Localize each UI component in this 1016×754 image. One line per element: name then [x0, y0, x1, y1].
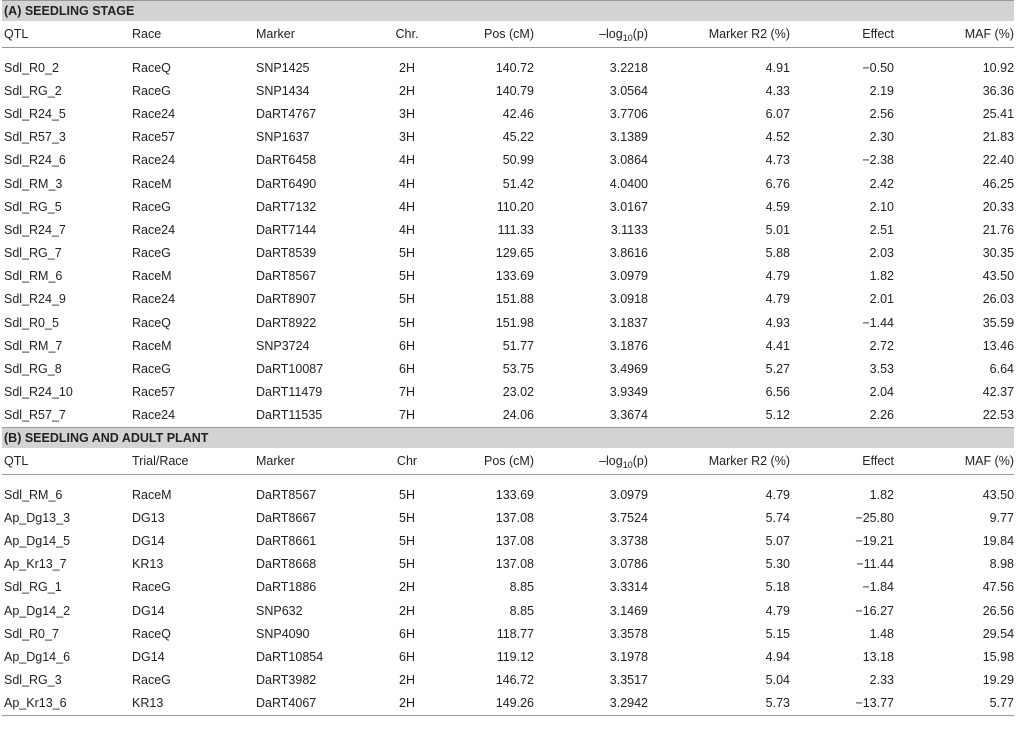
cell-pos: 149.26	[438, 692, 534, 716]
cell-marker-r2: 4.73	[765, 153, 790, 168]
cell-log-p: 3.1389	[609, 130, 648, 145]
col-header-chr: Chr	[376, 448, 438, 475]
cell-maf: 29.54	[982, 626, 1015, 641]
cell-qtl: Ap_Kr13_7	[4, 557, 67, 572]
cell-log-p: 3.1469	[609, 603, 648, 618]
cell-pos: 137.08	[495, 533, 534, 548]
cell-marker: DaRT8668	[256, 557, 317, 572]
cell-marker-r2: 4.79	[765, 487, 790, 502]
cell-log-p: 3.0918	[609, 292, 648, 307]
table-row	[2, 529, 1014, 552]
cell-chr: 2H	[399, 60, 415, 75]
table-row	[2, 311, 1014, 334]
table-row	[2, 172, 1014, 195]
col-header-race: Race	[132, 21, 256, 48]
table-row	[2, 599, 1014, 622]
cell-effect: −13.77	[790, 692, 894, 716]
cell-marker: DaRT8539	[256, 246, 317, 261]
cell-log-p: 3.3517	[609, 673, 648, 688]
cell-qtl: Sdl_RM_3	[4, 176, 63, 191]
cell-pos: 24.06	[438, 404, 534, 428]
cell-chr: 2H	[399, 580, 415, 595]
cell-maf: 21.83	[982, 130, 1015, 145]
cell-log-p: 3.1133	[610, 222, 648, 237]
cell-marker-r2: 5.27	[765, 362, 790, 377]
cell-chr: 4H	[399, 153, 415, 168]
section-a-header-row	[2, 21, 1014, 48]
cell-marker: SNP1434	[256, 83, 310, 98]
cell-marker: DaRT4067	[256, 692, 376, 716]
cell-pos: 53.75	[502, 362, 534, 377]
cell-marker-r2: 5.88	[765, 246, 790, 261]
cell-log-p: 3.1837	[609, 315, 648, 330]
cell-chr: 3H	[399, 106, 415, 121]
cell-maf: 21.76	[982, 222, 1015, 237]
cell-maf: 15.98	[982, 649, 1015, 664]
cell-maf: 42.37	[982, 385, 1015, 400]
cell-pos: 140.72	[495, 60, 534, 75]
p-text: (p)	[632, 454, 648, 468]
table-row	[2, 149, 1014, 172]
table-row	[2, 195, 1014, 218]
col-header-pos: Pos (cM)	[438, 21, 534, 48]
cell-chr: 2H	[399, 603, 415, 618]
cell-qtl: Sdl_RG_7	[4, 246, 62, 261]
cell-log-p: 3.4969	[609, 362, 648, 377]
cell-qtl: Sdl_RG_2	[4, 83, 62, 98]
cell-log-p: 3.0979	[609, 269, 648, 284]
cell-chr: 5H	[399, 533, 415, 548]
cell-effect: 2.10	[869, 199, 894, 214]
cell-effect: 2.33	[869, 673, 894, 688]
cell-marker: DaRT8661	[256, 533, 317, 548]
cell-chr: 5H	[399, 269, 415, 284]
cell-log-p: 3.3738	[609, 533, 648, 548]
cell-log-p: 3.3578	[609, 626, 648, 641]
cell-marker: DaRT8922	[256, 315, 317, 330]
cell-marker-r2: 5.18	[765, 580, 790, 595]
cell-effect: 2.42	[869, 176, 894, 191]
cell-marker: DaRT4767	[256, 106, 317, 121]
cell-marker: DaRT8667	[256, 510, 317, 525]
cell-effect: 13.18	[862, 649, 894, 664]
cell-marker-r2: 5.30	[765, 557, 790, 572]
cell-race: RaceG	[132, 83, 171, 98]
cell-race: RaceG	[132, 673, 171, 688]
cell-maf: 47.56	[982, 580, 1015, 595]
cell-marker: DaRT6490	[256, 176, 317, 191]
table-row	[2, 102, 1014, 125]
cell-qtl: Sdl_RM_6	[4, 487, 63, 502]
table-row	[2, 56, 1014, 79]
cell-qtl: Sdl_R24_5	[4, 106, 66, 121]
cell-race: RaceM	[132, 269, 172, 284]
cell-maf: 20.33	[982, 199, 1015, 214]
section-a-spacer	[2, 48, 1014, 57]
cell-effect: −16.27	[855, 603, 894, 618]
cell-marker-r2: 6.56	[765, 385, 790, 400]
cell-marker: SNP3724	[256, 338, 310, 353]
cell-marker: DaRT7144	[256, 222, 317, 237]
cell-log-p: 3.0864	[609, 153, 648, 168]
cell-marker: DaRT11535	[256, 404, 376, 428]
cell-race: RaceM	[132, 176, 172, 191]
col-header-effect: Effect	[790, 448, 894, 475]
cell-marker: DaRT6458	[256, 153, 317, 168]
section-b-spacer	[2, 475, 1014, 484]
cell-qtl: Sdl_R57_3	[4, 130, 66, 145]
cell-pos: 23.02	[502, 385, 534, 400]
cell-effect: 2.30	[869, 130, 894, 145]
cell-log-p: 3.2942	[534, 692, 648, 716]
cell-marker-r2: 4.94	[765, 649, 790, 664]
cell-chr: 4H	[399, 176, 415, 191]
cell-chr: 5H	[399, 487, 415, 502]
cell-marker-r2: 5.73	[648, 692, 790, 716]
cell-marker: DaRT8567	[256, 487, 317, 502]
cell-pos: 133.69	[495, 269, 534, 284]
cell-pos: 119.12	[496, 649, 534, 664]
cell-log-p: 3.2218	[609, 60, 648, 75]
cell-maf: 13.46	[982, 338, 1015, 353]
table-row	[2, 553, 1014, 576]
table-row	[2, 381, 1014, 404]
cell-effect: 1.82	[869, 487, 894, 502]
cell-effect: 2.03	[869, 246, 894, 261]
cell-marker-r2: 5.07	[765, 533, 790, 548]
cell-marker: DaRT8567	[256, 269, 317, 284]
cell-pos: 50.99	[502, 153, 534, 168]
col-header-log-p	[534, 448, 648, 475]
log-subscript: 10	[622, 460, 633, 470]
cell-marker: DaRT8907	[256, 292, 317, 307]
qtl-table	[2, 0, 1014, 716]
cell-log-p: 3.0786	[609, 557, 648, 572]
cell-chr: 3H	[399, 130, 415, 145]
table-row	[2, 645, 1014, 668]
cell-race: RaceQ	[132, 315, 171, 330]
cell-chr: 5H	[399, 557, 415, 572]
cell-race: Race24	[132, 106, 176, 121]
cell-chr: 6H	[399, 338, 415, 353]
cell-race: RaceG	[132, 580, 171, 595]
cell-effect: 2.26	[790, 404, 894, 428]
cell-maf: 36.36	[982, 83, 1015, 98]
cell-chr: 6H	[399, 626, 415, 641]
cell-pos: 129.65	[495, 246, 534, 261]
col-header-pos: Pos (cM)	[438, 448, 534, 475]
cell-qtl: Sdl_R24_9	[4, 292, 66, 307]
col-header-effect: Effect	[790, 21, 894, 48]
col-header-marker: Marker	[256, 21, 376, 48]
cell-pos: 151.98	[495, 315, 534, 330]
cell-effect: −2.38	[862, 153, 894, 168]
log-subscript: 10	[622, 33, 633, 43]
table-row	[2, 506, 1014, 529]
cell-marker: DaRT7132	[256, 199, 317, 214]
cell-effect: 1.82	[869, 269, 894, 284]
cell-effect: −1.44	[862, 315, 894, 330]
table-row	[2, 357, 1014, 380]
cell-effect: 2.72	[869, 338, 894, 353]
table-row	[2, 218, 1014, 241]
cell-pos: 51.42	[502, 176, 534, 191]
table-row	[2, 692, 1014, 716]
cell-race: RaceG	[132, 246, 171, 261]
cell-marker: SNP1637	[256, 130, 310, 145]
cell-qtl: Sdl_RG_1	[4, 580, 62, 595]
cell-maf: 26.56	[982, 603, 1015, 618]
cell-log-p: 3.0167	[609, 199, 648, 214]
cell-marker-r2: 5.74	[765, 510, 790, 525]
cell-race: RaceG	[132, 362, 171, 377]
cell-qtl: Ap_Dg14_5	[4, 533, 71, 548]
cell-maf: 10.92	[982, 60, 1015, 75]
cell-maf: 5.77	[894, 692, 1014, 716]
cell-pos: 118.77	[496, 626, 534, 641]
cell-marker-r2: 4.79	[765, 292, 790, 307]
cell-pos: 111.33	[497, 222, 534, 237]
cell-marker-r2: 5.04	[765, 673, 790, 688]
cell-maf: 22.40	[982, 153, 1015, 168]
cell-chr: 5H	[399, 510, 415, 525]
cell-log-p: 3.9349	[609, 385, 648, 400]
cell-qtl: Sdl_R0_2	[4, 60, 59, 75]
col-header-maf: MAF (%)	[894, 448, 1014, 475]
cell-qtl: Sdl_R57_7	[2, 404, 132, 428]
table-row	[2, 669, 1014, 692]
cell-marker-r2: 4.79	[765, 269, 790, 284]
cell-race: RaceM	[132, 487, 172, 502]
cell-marker-r2: 5.01	[765, 222, 790, 237]
cell-marker: SNP4090	[256, 626, 310, 641]
cell-qtl: Sdl_RG_8	[4, 362, 62, 377]
cell-qtl: Sdl_R24_10	[4, 385, 73, 400]
cell-maf: 25.41	[982, 106, 1015, 121]
cell-log-p: 3.7524	[609, 510, 648, 525]
cell-effect: 3.53	[869, 362, 894, 377]
col-header-marker-r2: Marker R2 (%)	[648, 21, 790, 48]
cell-race: DG14	[132, 649, 165, 664]
table-row	[2, 265, 1014, 288]
section-b-title-row	[2, 428, 1014, 449]
cell-log-p: 3.0979	[609, 487, 648, 502]
cell-effect: −1.84	[862, 580, 894, 595]
cell-marker: DaRT10087	[256, 362, 324, 377]
cell-marker-r2: 5.15	[765, 626, 790, 641]
cell-race: DG14	[132, 603, 165, 618]
cell-effect: 2.19	[869, 83, 894, 98]
cell-chr: 5H	[399, 292, 415, 307]
cell-pos: 42.46	[502, 106, 534, 121]
col-header-chr: Chr.	[376, 21, 438, 48]
cell-qtl: Ap_Dg14_6	[4, 649, 71, 664]
cell-chr: 7H	[399, 385, 415, 400]
cell-log-p: 3.8616	[609, 246, 648, 261]
cell-marker-r2: 4.33	[765, 83, 790, 98]
cell-qtl: Sdl_RG_3	[4, 673, 62, 688]
cell-pos: 146.72	[495, 673, 534, 688]
cell-log-p: 3.3674	[534, 404, 648, 428]
table-row	[2, 483, 1014, 506]
col-header-marker-r2: Marker R2 (%)	[648, 448, 790, 475]
cell-effect: −11.44	[856, 557, 894, 572]
cell-effect: 1.48	[869, 626, 894, 641]
cell-chr: 7H	[376, 404, 438, 428]
cell-race: Race24	[132, 292, 176, 307]
cell-maf: 19.84	[982, 533, 1015, 548]
cell-maf: 8.98	[989, 557, 1015, 572]
cell-marker: SNP632	[256, 603, 303, 618]
cell-log-p: 3.1876	[609, 338, 648, 353]
cell-log-p: 3.1978	[609, 649, 648, 664]
cell-maf: 26.03	[982, 292, 1015, 307]
cell-effect: −19.21	[855, 533, 894, 548]
cell-chr: 4H	[399, 199, 415, 214]
col-header-trial-race: Trial/Race	[132, 448, 256, 475]
cell-log-p: 4.0400	[609, 176, 648, 191]
cell-race: KR13	[132, 557, 164, 572]
col-header-qtl: QTL	[2, 21, 132, 48]
cell-marker: DaRT11479	[256, 385, 323, 400]
section-a-title: (A) SEEDLING STAGE	[2, 1, 1014, 22]
cell-maf: 19.29	[982, 673, 1015, 688]
cell-maf: 43.50	[982, 269, 1015, 284]
cell-chr: 2H	[399, 83, 415, 98]
table-row	[2, 288, 1014, 311]
cell-effect: 2.56	[869, 106, 894, 121]
cell-qtl: Sdl_R24_6	[4, 153, 66, 168]
cell-chr: 5H	[399, 315, 415, 330]
cell-maf: 46.25	[982, 176, 1015, 191]
cell-race: DG13	[132, 510, 165, 525]
cell-chr: 5H	[399, 246, 415, 261]
table-row	[2, 404, 1014, 428]
cell-pos: 8.85	[509, 580, 534, 595]
cell-qtl: Sdl_RM_7	[4, 338, 63, 353]
cell-marker: DaRT1886	[256, 580, 317, 595]
cell-chr: 2H	[399, 673, 415, 688]
table-row	[2, 126, 1014, 149]
cell-maf: 22.53	[894, 404, 1014, 428]
cell-marker-r2: 6.07	[765, 106, 790, 121]
table-row	[2, 79, 1014, 102]
cell-pos: 110.20	[496, 199, 534, 214]
cell-qtl: Sdl_RG_5	[4, 199, 62, 214]
cell-maf: 43.50	[982, 487, 1015, 502]
cell-pos: 45.22	[502, 130, 534, 145]
cell-effect: 2.04	[869, 385, 894, 400]
cell-effect: 2.51	[869, 222, 894, 237]
cell-maf: 9.77	[989, 510, 1015, 525]
cell-marker-r2: 4.79	[765, 603, 790, 618]
cell-chr: 4H	[399, 222, 415, 237]
cell-marker-r2: 4.59	[765, 199, 790, 214]
cell-qtl: Ap_Kr13_6	[2, 692, 132, 716]
cell-race: Race57	[132, 130, 176, 145]
table-row	[2, 242, 1014, 265]
cell-pos: 137.08	[495, 557, 534, 572]
cell-qtl: Sdl_R0_5	[4, 315, 59, 330]
cell-chr: 2H	[376, 692, 438, 716]
cell-effect: −25.80	[855, 510, 894, 525]
cell-race: Race24	[132, 222, 176, 237]
cell-marker-r2: 6.76	[765, 176, 790, 191]
cell-race: KR13	[132, 692, 256, 716]
cell-race: RaceG	[132, 199, 171, 214]
section-b-title: (B) SEEDLING AND ADULT PLANT	[2, 428, 1014, 449]
cell-log-p: 3.0564	[609, 83, 648, 98]
col-header-qtl: QTL	[2, 448, 132, 475]
cell-pos: 8.85	[509, 603, 534, 618]
cell-effect: −0.50	[862, 60, 894, 75]
log-text: –log	[599, 454, 623, 468]
cell-marker: SNP1425	[256, 60, 310, 75]
cell-chr: 6H	[399, 362, 415, 377]
cell-chr: 6H	[399, 649, 415, 664]
col-header-log-p	[534, 21, 648, 48]
cell-marker-r2: 4.93	[765, 315, 790, 330]
cell-maf: 30.35	[982, 246, 1015, 261]
cell-qtl: Sdl_R24_7	[4, 222, 66, 237]
cell-race: Race57	[132, 385, 176, 400]
cell-marker-r2: 4.52	[765, 130, 790, 145]
cell-log-p: 3.7706	[609, 106, 648, 121]
col-header-maf: MAF (%)	[894, 21, 1014, 48]
section-a-title-row	[2, 1, 1014, 22]
cell-race: RaceQ	[132, 626, 171, 641]
cell-race: RaceM	[132, 338, 172, 353]
cell-qtl: Ap_Dg13_3	[4, 510, 71, 525]
table-row	[2, 576, 1014, 599]
cell-pos: 137.08	[495, 510, 534, 525]
table-row	[2, 334, 1014, 357]
cell-pos: 51.77	[502, 338, 534, 353]
cell-race: Race24	[132, 404, 256, 428]
cell-qtl: Ap_Dg14_2	[4, 603, 71, 618]
p-text: (p)	[632, 27, 648, 41]
cell-race: Race24	[132, 153, 176, 168]
cell-marker-r2: 4.91	[765, 60, 790, 75]
cell-effect: 2.01	[869, 292, 894, 307]
cell-marker: DaRT3982	[256, 673, 317, 688]
cell-race: RaceQ	[132, 60, 171, 75]
cell-pos: 140.79	[495, 83, 534, 98]
log-text: –log	[599, 27, 623, 41]
cell-pos: 151.88	[495, 292, 534, 307]
cell-marker-r2: 4.41	[765, 338, 790, 353]
cell-pos: 133.69	[495, 487, 534, 502]
table-row	[2, 622, 1014, 645]
cell-marker-r2: 5.12	[648, 404, 790, 428]
col-header-marker: Marker	[256, 448, 376, 475]
section-b-header-row	[2, 448, 1014, 475]
cell-qtl: Sdl_R0_7	[4, 626, 59, 641]
cell-race: DG14	[132, 533, 165, 548]
cell-maf: 6.64	[989, 362, 1015, 377]
cell-log-p: 3.3314	[609, 580, 648, 595]
cell-marker: DaRT10854	[256, 649, 324, 664]
cell-maf: 35.59	[982, 315, 1015, 330]
cell-qtl: Sdl_RM_6	[4, 269, 63, 284]
